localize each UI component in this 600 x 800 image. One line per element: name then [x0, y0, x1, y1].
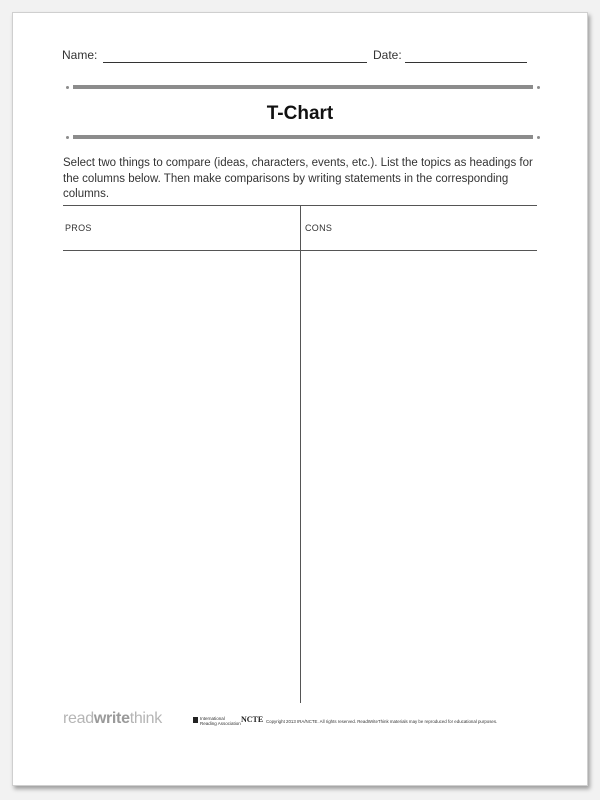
title-bottom-rule — [73, 135, 533, 139]
top-rule — [73, 85, 533, 89]
date-label: Date: — [373, 48, 402, 62]
worksheet-page — [12, 12, 588, 786]
page-title: T-Chart — [266, 103, 334, 124]
rule-dot-left — [66, 86, 69, 89]
ncte-logo: NCTE — [241, 715, 264, 724]
rule-dot-right — [537, 86, 540, 89]
rule-dot-left — [66, 136, 69, 139]
logo-think: think — [129, 710, 162, 727]
ira-line-1: International — [200, 716, 225, 721]
pros-writing-area[interactable] — [63, 251, 299, 703]
copyright-notice: Copyright 2013 IRA/NCTE. All rights reserved. ReadWriteThink materials may be reproduced for educational purposes. — [266, 719, 498, 724]
readwritethink-logo — [63, 710, 162, 728]
ira-line-2: Reading Association — [200, 721, 241, 726]
instructions: Select two things to compare (ideas, characters, events, etc.). List the topics as headings for the columns below. Then make comparisons by writing statements in the corresponding columns. — [63, 157, 533, 200]
column-heading-cons: CONS — [305, 223, 333, 233]
ira-logo-icon — [193, 717, 198, 723]
name-field[interactable] — [103, 62, 367, 63]
logo-write: write — [93, 710, 130, 727]
date-field[interactable] — [405, 62, 527, 63]
ira-logo-text — [200, 716, 241, 726]
column-heading-pros: PROS — [65, 223, 92, 233]
cons-writing-area[interactable] — [302, 251, 537, 703]
logo-read: read — [63, 710, 94, 727]
rule-dot-right — [537, 136, 540, 139]
name-label: Name: — [62, 48, 98, 62]
chart-divider — [300, 205, 301, 703]
